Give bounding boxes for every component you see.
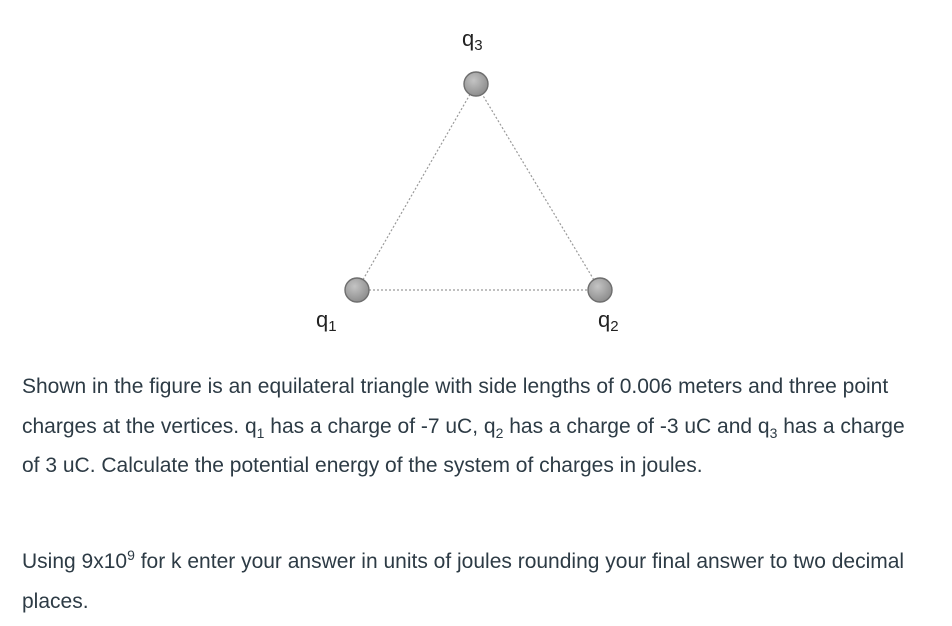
charge-q2: [588, 278, 612, 302]
q3-charge-text: has a charge of 3 uC. Calculate the potential energy of the system of charges in joules.: [22, 414, 905, 477]
q1-symbol: q: [244, 414, 257, 438]
instructions-text-a: Using 9x10: [22, 550, 128, 573]
problem-text-intro: Shown in the figure is an equilateral triangle with side lengths of 0.006 meters and three point charges at the vertices.: [22, 375, 889, 438]
problem-statement: [22, 367, 927, 486]
side-q1-q3: [357, 84, 476, 290]
answer-instructions: [22, 542, 927, 621]
q2-symbol: q: [483, 414, 496, 438]
side-q2-q3: [476, 84, 600, 290]
q1-index: 1: [256, 424, 265, 441]
instructions-text-b: for k enter your answer in units of joules rounding your final answer to two decimal places.: [22, 550, 905, 613]
charge-q1: [345, 278, 369, 302]
label-q2: q2: [598, 307, 619, 335]
label-q1: q1: [316, 307, 337, 335]
q2-index: 2: [495, 424, 504, 441]
k-exponent: 9: [127, 547, 135, 563]
q3-symbol: q: [757, 414, 770, 438]
label-q3: q3: [462, 26, 483, 54]
q2-charge-text: has a charge of -3 uC and: [503, 414, 758, 438]
q3-index: 3: [769, 424, 778, 441]
q1-charge-text: has a charge of -7 uC,: [264, 414, 484, 438]
charge-q3: [464, 72, 488, 96]
